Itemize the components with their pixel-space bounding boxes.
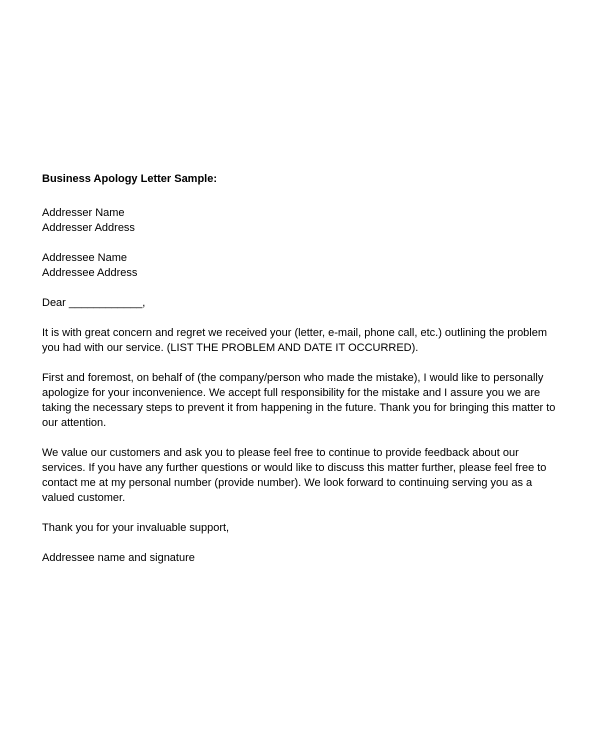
paragraph-feedback: We value our customers and ask you to please feel free to continue to provide feedback about our services. If you have any further questions or would like to discuss this matter further, please feel free to contact me at my personal number (provide number). We look forward to continuing serving you as a valued customer. (42, 447, 547, 504)
paragraph-apology: First and foremost, on behalf of (the company/person who made the mistake), I would like to personally apologize for your inconvenience. We accept full responsibility for the mistake and I assure you we are taking the necessary steps to prevent it from happening in the future. Thank you for bringing this matter to our attention. (42, 372, 556, 429)
closing-line: Thank you for your invaluable support, (42, 522, 230, 534)
addresser-block (42, 206, 560, 236)
addressee-address: Addressee Address (42, 267, 138, 279)
letter-body (42, 172, 560, 581)
salutation: Dear ____________, (42, 297, 146, 309)
paragraph-problem: It is with great concern and regret we received your (letter, e-mail, phone call, etc.) outlining the problem you had with our service. (LIST THE PROBLEM AND DATE IT OCCURRED). (42, 327, 548, 354)
letter-title: Business Apology Letter Sample: (42, 173, 218, 185)
addressee-block (42, 251, 560, 281)
signature-line: Addressee name and signature (42, 552, 195, 564)
addresser-address: Addresser Address (42, 222, 135, 234)
addressee-name: Addressee Name (42, 252, 127, 264)
addresser-name: Addresser Name (42, 207, 125, 219)
